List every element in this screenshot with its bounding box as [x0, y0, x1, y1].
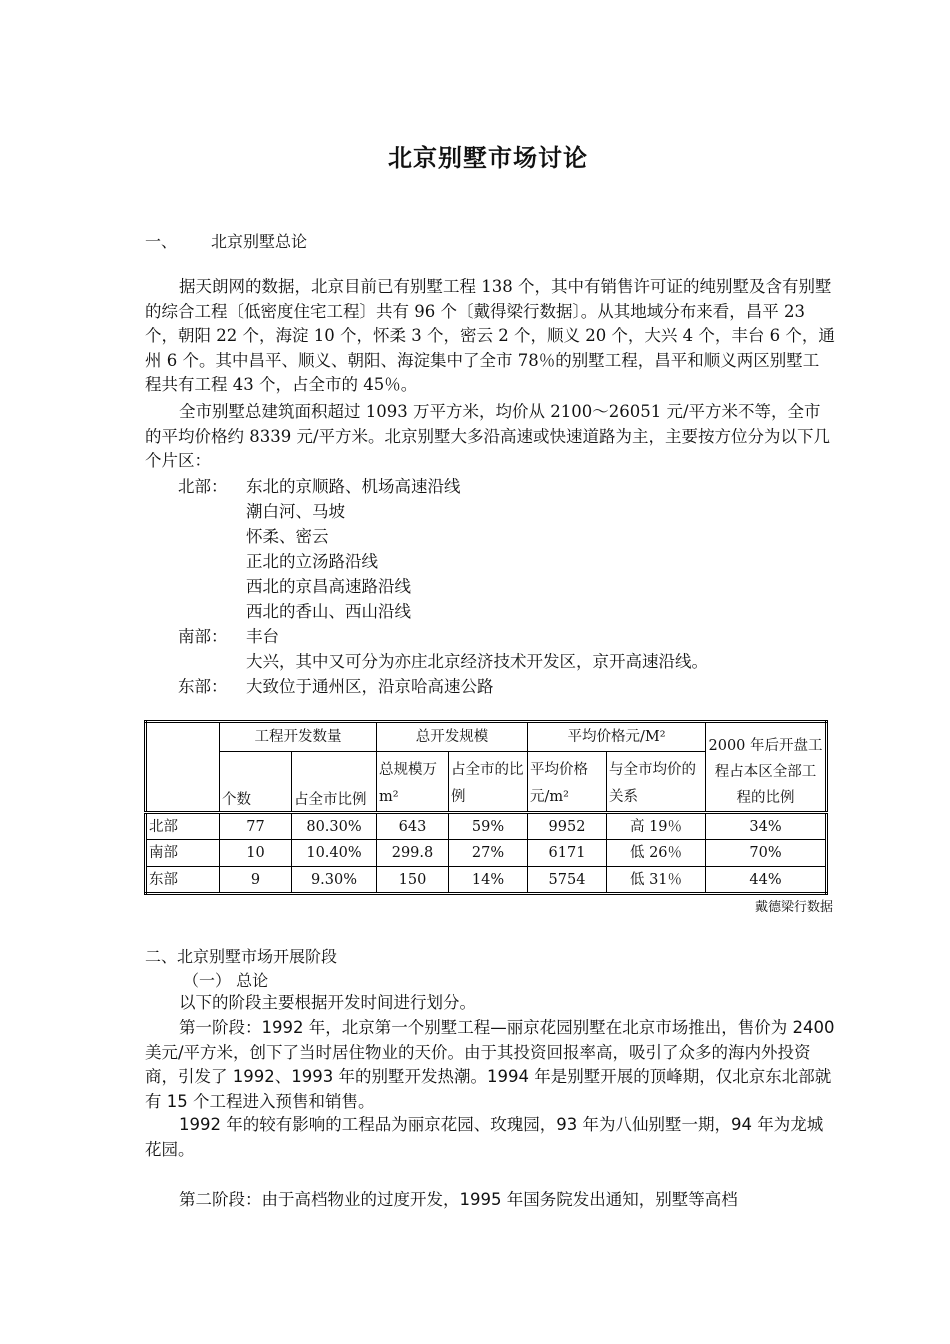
- table-cell: 27%: [449, 840, 528, 867]
- region-text: 丰台: [246, 627, 279, 646]
- section-1-paragraph-1: 据天朗网的数据，北京目前已有别墅工程 138 个，其中有销售许可证的纯别墅及含有别墅的综合工程〔低密度住宅工程〕共有 96 个〔戴得梁行数据〕。从其地域分布来看，昌平 23 个，朝阳 22 个，海淀 10 个，怀柔 3 个，密云 2 个，顺义 20 个，大兴 4 个，丰台 6 个，通州 6 个。其中昌平、顺义、朝阳、海淀集中了全市 78％的别墅工程，昌平和顺义两区别墅工程共有工程 43 个，占全市的 45％。: [145, 277, 835, 395]
- region-item: [178, 525, 329, 550]
- region-text: 正北的立汤路沿线: [246, 552, 378, 571]
- region-text: 西北的香山、西山沿线: [246, 602, 411, 621]
- region-item: [178, 675, 494, 700]
- table-cell: 9: [220, 867, 292, 894]
- table-cell: 9952: [528, 813, 607, 840]
- table-sub-header: 占全市比例: [292, 752, 377, 813]
- table-cell: 70%: [706, 840, 827, 867]
- table-sub-header: 平均价格元/m²: [528, 752, 607, 813]
- table-sub-header: 占全市的比例: [449, 752, 528, 813]
- table-cell: 10: [220, 840, 292, 867]
- table-cell: 643: [377, 813, 449, 840]
- table-group-header: 2000 年后开盘工程占本区全部工程的比例: [706, 722, 827, 813]
- table-row: [146, 867, 827, 894]
- section-1-number: 一、: [145, 232, 178, 251]
- region-item: [178, 500, 345, 525]
- region-item: [178, 600, 411, 625]
- table-cell: 299.8: [377, 840, 449, 867]
- table-cell: 低 26％: [607, 840, 706, 867]
- section-2-subheading: （一） 总论: [183, 971, 269, 990]
- section-2-paragraph-1: 第一阶段：1992 年，北京第一个别墅工程—丽京花园别墅在北京市场推出，售价为 2400 美元/平方米，创下了当时居住物业的天价。由于其投资回报率高，吸引了众多的海内外投资商，引发了 1992、1993 年的别墅开发热潮。1994 年是别墅开展的顶峰期，仅北京东北部就有 15 个工程进入预售和销售。: [145, 1018, 835, 1111]
- region-label: 南部：: [178, 627, 228, 646]
- table-cell: 77: [220, 813, 292, 840]
- table-cell: 9.30%: [292, 867, 377, 894]
- table-cell: 高 19％: [607, 813, 706, 840]
- table-row: [146, 813, 827, 840]
- table-cell-region: 东部: [146, 867, 220, 894]
- region-item: [178, 550, 378, 575]
- section-2-paragraph-3: 第二阶段：由于高档物业的过度开发，1995 年国务院发出通知，别墅等高档: [179, 1190, 738, 1209]
- table-cell: 6171: [528, 840, 607, 867]
- table-cell: 34%: [706, 813, 827, 840]
- table-cell: 5754: [528, 867, 607, 894]
- section-1-heading: [145, 229, 307, 252]
- section-2-paragraph-2: 1992 年的较有影响的工程品为丽京花园、玫瑰园，93 年为八仙别墅一期，94 年为龙城花园。: [145, 1115, 824, 1159]
- section-2-paragraph-0: 以下的阶段主要根据开发时间进行划分。: [179, 993, 476, 1012]
- table-sub-header: 个数: [220, 752, 292, 813]
- table-sub-header: 总规模万 m²: [377, 752, 449, 813]
- region-text: 东北的京顺路、机场高速沿线: [246, 477, 461, 496]
- section-2-heading: 二、北京别墅市场开展阶段: [145, 947, 338, 966]
- region-item: [178, 575, 411, 600]
- table-group-header: 工程开发数量: [220, 722, 377, 752]
- table-group-header: 总开发规模: [377, 722, 528, 752]
- table-group-header: 平均价格元/M²: [528, 722, 706, 752]
- table-cell: 10.40%: [292, 840, 377, 867]
- table-cell: 14%: [449, 867, 528, 894]
- region-item: [178, 625, 279, 650]
- region-text: 西北的京昌高速路沿线: [246, 577, 411, 596]
- table-cell-region: 北部: [146, 813, 220, 840]
- table-corner-cell: [146, 722, 220, 813]
- region-item: [178, 475, 461, 500]
- region-label: 东部：: [178, 677, 228, 696]
- table-cell: 低 31％: [607, 867, 706, 894]
- region-label: 北部：: [178, 477, 228, 496]
- section-1-paragraph-2: 全市别墅总建筑面积超过 1093 万平方米，均价从 2100～26051 元/平方米不等，全市的平均价格约 8339 元/平方米。北京别墅大多沿高速或快速道路为主，主要按方位分为以下几个片区：: [145, 402, 831, 471]
- table-row: [146, 840, 827, 867]
- region-text: 潮白河、马坡: [246, 502, 345, 521]
- table-cell: 59%: [449, 813, 528, 840]
- villa-region-table: [144, 720, 828, 895]
- table-cell: 44%: [706, 867, 827, 894]
- table-cell: 80.30%: [292, 813, 377, 840]
- region-text: 怀柔、密云: [246, 527, 329, 546]
- table-source-note: 戴德梁行数据: [754, 900, 833, 915]
- table-cell-region: 南部: [146, 840, 220, 867]
- document-title: 北京别墅市场讨论: [388, 143, 588, 172]
- region-text: 大兴，其中又可分为亦庄北京经济技术开发区，京开高速沿线。: [246, 652, 708, 671]
- table-sub-header: 与全市均价的关系: [607, 752, 706, 813]
- region-text: 大致位于通州区，沿京哈高速公路: [246, 677, 494, 696]
- section-1-title: 北京别墅总论: [211, 232, 308, 251]
- region-item: [178, 650, 708, 675]
- table-cell: 150: [377, 867, 449, 894]
